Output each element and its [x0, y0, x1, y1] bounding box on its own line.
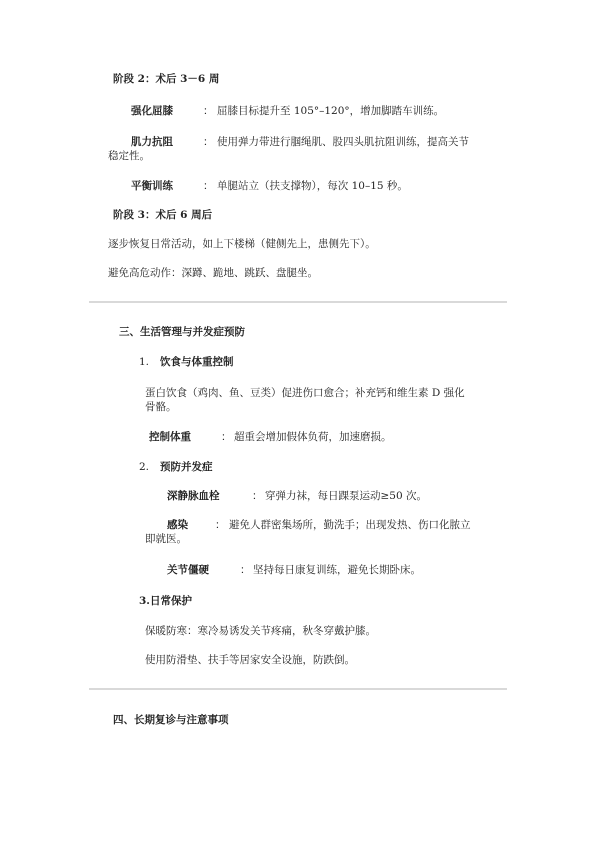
dvt-label: 深静脉血栓 [167, 490, 220, 502]
dvt-colon: ： [252, 490, 263, 502]
weight-control-label: 控制体重 [149, 431, 191, 443]
weight-control-text: 超重会增加假体负荷，加速磨损。 [234, 431, 392, 443]
stage3-line-2: 避免高危动作：深蹲、跪地、跳跃、盘腿坐。 [108, 267, 318, 279]
section3-heading: 三、生活管理与并发症预防 [119, 326, 245, 338]
section-divider [89, 688, 507, 690]
sub1-heading: 饮食与体重控制 [160, 356, 234, 368]
infection-label: 感染 [167, 519, 188, 531]
stage3-line-1: 逐步恢复日常活动，如上下楼梯（健侧先上，患侧先下）。 [108, 238, 376, 250]
infection-text: 避免人群密集场所，勤洗手；出现发热、伤口化脓立 [229, 519, 471, 531]
section-divider [89, 301, 507, 303]
stage2-item-label-3: 平衡训练 [131, 180, 173, 192]
sub3-line-2: 使用防滑垫、扶手等居家安全设施，防跌倒。 [145, 654, 355, 666]
stage2-item-text-2-cont: 稳定性。 [108, 150, 150, 162]
stage2-item-label-1: 强化屈膝 [131, 105, 173, 117]
sub3-heading: 3.日常保护 [139, 595, 192, 607]
stiffness-text: 坚持每日康复训练，避免长期卧床。 [253, 564, 421, 576]
stage2-item-text-3: 单腿站立（扶支撑物），每次 10–15 秒。 [217, 180, 408, 192]
sub2-heading: 预防并发症 [160, 461, 213, 473]
section4-heading: 四、长期复诊与注意事项 [113, 714, 229, 726]
sub3-line-1: 保暖防寒：寒冷易诱发关节疼痛，秋冬穿戴护膝。 [145, 625, 376, 637]
stage2-item-colon-3: ： [203, 180, 214, 192]
stage2-item-text-2: 使用弹力带进行腘绳肌、股四头肌抗阻训练，提高关节 [217, 136, 469, 148]
stage2-heading: 阶段 2：术后 3－6 周 [113, 73, 220, 85]
stage2-item-label-2: 肌力抗阻 [131, 136, 173, 148]
sub1-number: 1. [139, 356, 150, 368]
stiffness-label: 关节僵硬 [167, 564, 209, 576]
sub2-number: 2. [139, 461, 150, 473]
stage3-heading: 阶段 3：术后 6 周后 [113, 209, 213, 221]
stage2-item-text-1: 屈膝目标提升至 105°–120°，增加脚踏车训练。 [217, 105, 445, 117]
weight-control-colon: ： [221, 431, 232, 443]
dvt-text: 穿弹力袜，每日踝泵运动≥50 次。 [265, 490, 427, 502]
sub1-paragraph-cont: 骨骼。 [145, 401, 177, 413]
stage2-item-colon-1: ： [203, 105, 214, 117]
sub1-paragraph: 蛋白饮食（鸡肉、鱼、豆类）促进伤口愈合；补充钙和维生素 D 强化 [145, 387, 465, 399]
infection-colon: ： [215, 519, 226, 531]
stiffness-colon: ： [240, 564, 251, 576]
infection-text-cont: 即就医。 [145, 533, 187, 545]
stage2-item-colon-2: ： [203, 136, 214, 148]
